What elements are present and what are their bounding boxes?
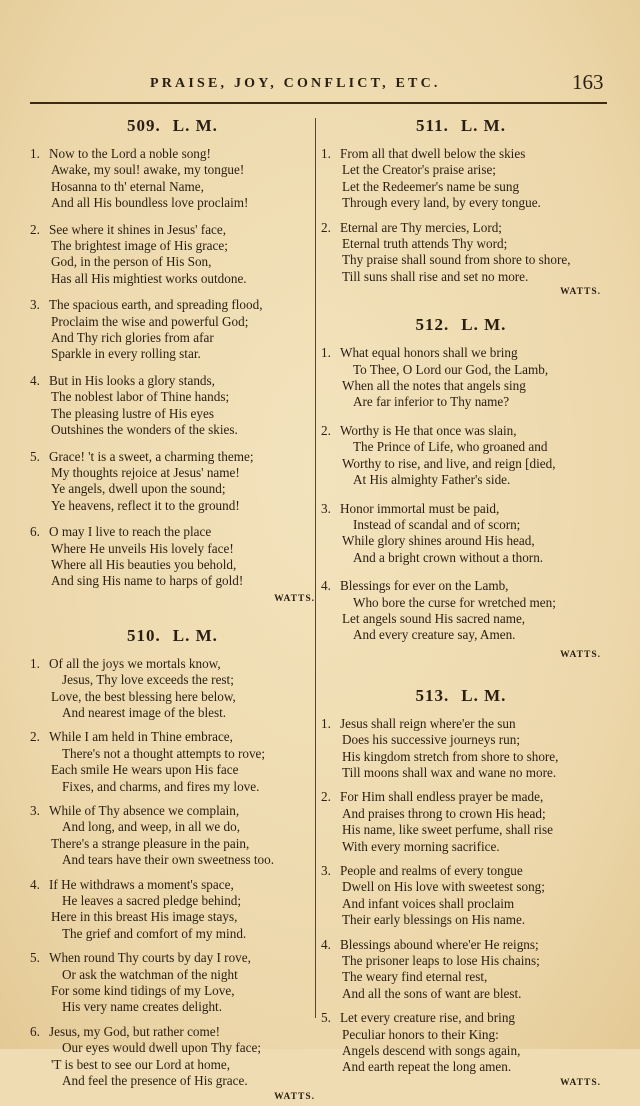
stanza bbox=[30, 803, 315, 869]
stanza bbox=[321, 937, 601, 1003]
verse-text: Outshines the wonders of the skies. bbox=[51, 422, 238, 438]
verse-text: For Him shall endless prayer be made, bbox=[340, 789, 544, 805]
verse-line bbox=[30, 656, 315, 672]
verse-text: Where He unveils His lovely face! bbox=[51, 540, 234, 556]
verse-line bbox=[30, 1024, 315, 1040]
verse-text: And all His boundless love proclaim! bbox=[51, 195, 249, 211]
hymn-number: 513. bbox=[415, 685, 450, 705]
verse-line bbox=[321, 550, 601, 566]
verse-line bbox=[321, 969, 601, 985]
header-rule bbox=[30, 102, 607, 104]
verse-line bbox=[30, 373, 315, 389]
author-attribution: WATTS. bbox=[560, 287, 601, 298]
verse-line bbox=[321, 423, 601, 439]
verse-text: Thy praise shall sound from shore to shore, bbox=[342, 252, 571, 268]
stanza-number: 3. bbox=[321, 500, 331, 516]
stanza-number: 3. bbox=[30, 803, 40, 818]
stanza bbox=[321, 789, 601, 855]
verse-text: Ye angels, dwell upon the sound; bbox=[51, 481, 226, 497]
hymn-title bbox=[321, 315, 601, 337]
verse-line bbox=[321, 220, 601, 236]
stanza bbox=[30, 373, 315, 439]
verse-line bbox=[30, 852, 315, 868]
verse-line bbox=[30, 729, 315, 745]
verse-line bbox=[321, 456, 601, 472]
verse-text: Eternal truth attends Thy word; bbox=[342, 236, 508, 252]
stanza bbox=[30, 222, 315, 288]
verse-line bbox=[321, 765, 601, 781]
verse-line bbox=[30, 222, 315, 238]
stanza-number: 5. bbox=[321, 1010, 331, 1026]
verse-line bbox=[30, 950, 315, 966]
verse-line bbox=[321, 1059, 601, 1075]
verse-text: Where all His beauties you behold, bbox=[51, 556, 237, 572]
verse-line bbox=[30, 254, 315, 270]
verse-line bbox=[321, 627, 601, 643]
verse-text: Till suns shall rise and set no more. bbox=[342, 268, 529, 284]
verse-text: When all the notes that angels sing bbox=[342, 378, 526, 394]
hymn-title bbox=[321, 116, 601, 138]
verse-line bbox=[30, 179, 315, 195]
verse-text: And earth repeat the long amen. bbox=[342, 1059, 512, 1075]
verse-text: Has all His mightiest works outdone. bbox=[51, 270, 247, 286]
verse-line bbox=[30, 557, 315, 573]
verse-line bbox=[321, 236, 601, 252]
stanza-number: 4. bbox=[321, 936, 331, 952]
verse-line bbox=[321, 839, 601, 855]
verse-text: With every morning sacrifice. bbox=[342, 838, 500, 854]
stanza bbox=[30, 297, 315, 363]
stanza-number: 2. bbox=[30, 221, 40, 237]
stanza bbox=[321, 863, 601, 929]
page-number: 163 bbox=[572, 70, 604, 94]
verse-line bbox=[30, 271, 315, 287]
stanza bbox=[321, 501, 601, 567]
verse-line bbox=[321, 1027, 601, 1043]
verse-line bbox=[321, 749, 601, 765]
verse-line bbox=[321, 439, 601, 455]
verse-line bbox=[321, 1010, 601, 1026]
verse-line bbox=[321, 896, 601, 912]
verse-text: Worthy to rise, and live, and reign [died, bbox=[342, 455, 556, 471]
stanza-number: 2. bbox=[321, 219, 331, 235]
verse-line bbox=[30, 465, 315, 481]
verse-text: Jesus shall reign where'er the sun bbox=[340, 715, 516, 731]
verse-line bbox=[321, 806, 601, 822]
stanza-number: 6. bbox=[30, 524, 40, 540]
verse-text: And nearest image of the blest. bbox=[62, 704, 227, 720]
verse-text: And all the sons of want are blest. bbox=[342, 985, 522, 1001]
stanza bbox=[30, 950, 315, 1016]
verse-text: Each smile He wears upon His face bbox=[51, 762, 239, 778]
verse-text: From all that dwell below the skies bbox=[340, 146, 526, 161]
right-column bbox=[321, 112, 601, 1092]
verse-line bbox=[321, 269, 601, 285]
verse-text: There's a strange pleasure in the pain, bbox=[51, 835, 250, 851]
verse-text: Eternal are Thy mercies, Lord; bbox=[340, 219, 502, 235]
verse-text: Let angels sound His sacred name, bbox=[342, 610, 526, 626]
verse-text: O may I live to reach the place bbox=[49, 524, 212, 540]
verse-text: Angels descend with songs again, bbox=[342, 1043, 521, 1059]
verse-text: 'T is best to see our Lord at home, bbox=[51, 1056, 231, 1072]
verse-text: Of all the joys we mortals know, bbox=[49, 655, 221, 671]
hymn-number: 509. bbox=[127, 116, 161, 135]
hymn-meter: L. M. bbox=[461, 685, 507, 705]
verse-line bbox=[30, 762, 315, 778]
author-attribution: WATTS. bbox=[274, 593, 315, 604]
verse-text: He leaves a sacred pledge behind; bbox=[62, 893, 242, 909]
stanza-number: 5. bbox=[30, 950, 40, 966]
verse-line bbox=[321, 195, 601, 211]
verse-text: And infant voices shall proclaim bbox=[342, 895, 515, 911]
stanza-number: 2. bbox=[30, 729, 40, 745]
verse-line bbox=[321, 362, 601, 378]
verse-text: Peculiar honors to their King: bbox=[342, 1026, 499, 1042]
verse-text: See where it shines in Jesus' face, bbox=[49, 221, 227, 237]
verse-line bbox=[321, 252, 601, 268]
verse-text: And tears have their own sweetness too. bbox=[62, 852, 275, 868]
verse-text: Fixes, and charms, and fires my love. bbox=[62, 778, 260, 794]
verse-line bbox=[30, 297, 315, 313]
verse-line bbox=[30, 893, 315, 909]
verse-text: Here in this breast His image stays, bbox=[51, 909, 238, 925]
stanza-number: 3. bbox=[321, 863, 331, 878]
verse-line bbox=[321, 879, 601, 895]
hymn-512 bbox=[321, 315, 601, 660]
verse-text: And long, and weep, in all we do, bbox=[62, 819, 240, 835]
verse-text: Jesus, my God, but rather come! bbox=[49, 1023, 221, 1039]
verse-text: My thoughts rejoice at Jesus' name! bbox=[51, 464, 240, 480]
verse-line bbox=[30, 926, 315, 942]
verse-line bbox=[30, 330, 315, 346]
verse-line bbox=[321, 611, 601, 627]
verse-line bbox=[321, 822, 601, 838]
verse-line bbox=[321, 162, 601, 178]
stanza-number: 1. bbox=[30, 655, 40, 671]
verse-text: The weary find eternal rest, bbox=[342, 969, 488, 985]
stanza bbox=[321, 716, 601, 782]
verse-line bbox=[30, 1040, 315, 1056]
verse-line bbox=[321, 863, 601, 879]
verse-text: Dwell on His love with sweetest song; bbox=[342, 879, 545, 895]
hymn-number: 512. bbox=[415, 315, 450, 335]
stanza-number: 1. bbox=[321, 715, 331, 731]
hymn-meter: L. M. bbox=[172, 625, 218, 645]
verse-line bbox=[321, 146, 601, 162]
stanza bbox=[30, 729, 315, 795]
verse-line bbox=[30, 162, 315, 178]
hymn-511 bbox=[321, 116, 601, 297]
author-attribution: WATTS. bbox=[560, 1077, 601, 1088]
verse-text: Blessings for ever on the Lamb, bbox=[340, 578, 509, 594]
stanza bbox=[30, 146, 315, 212]
verse-line bbox=[30, 238, 315, 254]
verse-line bbox=[30, 877, 315, 893]
verse-line bbox=[30, 195, 315, 211]
verse-line bbox=[30, 481, 315, 497]
verse-line bbox=[30, 1057, 315, 1073]
verse-line bbox=[30, 909, 315, 925]
verse-text: Let the Redeemer's name be sung bbox=[342, 178, 520, 194]
verse-line bbox=[321, 732, 601, 748]
verse-text: Does his successive journeys run; bbox=[342, 732, 520, 748]
verse-line bbox=[321, 578, 601, 594]
verse-text: The grief and comfort of my mind. bbox=[62, 925, 247, 941]
verse-line bbox=[30, 146, 315, 162]
verse-text: When round Thy courts by day I rove, bbox=[49, 950, 251, 966]
verse-text: Till moons shall wax and wane no more. bbox=[342, 764, 557, 780]
verse-line bbox=[30, 541, 315, 557]
verse-line bbox=[30, 1073, 315, 1089]
verse-text: The prisoner leaps to lose His chains; bbox=[342, 953, 540, 969]
verse-text: And sing His name to harps of gold! bbox=[51, 573, 244, 589]
stanza bbox=[321, 1010, 601, 1076]
verse-text: Instead of scandal and of scorn; bbox=[353, 516, 521, 532]
verse-text: Our eyes would dwell upon Thy face; bbox=[62, 1040, 261, 1056]
verse-line bbox=[30, 672, 315, 688]
verse-line bbox=[321, 345, 601, 361]
hymn-513 bbox=[321, 686, 601, 1088]
verse-line bbox=[321, 912, 601, 928]
verse-text: Grace! 't is a sweet, a charming theme; bbox=[49, 448, 254, 464]
stanza-number: 2. bbox=[321, 789, 331, 805]
stanza bbox=[321, 220, 601, 286]
verse-text: Ye heavens, reflect it to the ground! bbox=[51, 497, 240, 513]
stanza-number: 1. bbox=[321, 146, 331, 161]
verse-text: Proclaim the wise and powerful God; bbox=[51, 313, 249, 329]
verse-text: If He withdraws a moment's space, bbox=[49, 876, 234, 892]
verse-text: Love, the best blessing here below, bbox=[51, 688, 236, 704]
stanza-number: 1. bbox=[30, 146, 40, 161]
hymn-title bbox=[321, 686, 601, 708]
stanza-number: 2. bbox=[321, 422, 331, 438]
verse-text: The spacious earth, and spreading flood, bbox=[49, 297, 263, 313]
verse-text: Jesus, Thy love exceeds the rest; bbox=[62, 672, 234, 688]
verse-line bbox=[321, 517, 601, 533]
verse-line bbox=[30, 689, 315, 705]
verse-text: Now to the Lord a noble song! bbox=[49, 146, 211, 161]
verse-text: Who bore the curse for wretched men; bbox=[353, 594, 556, 610]
verse-line bbox=[30, 983, 315, 999]
verse-text: Worthy is He that once was slain, bbox=[340, 422, 517, 438]
verse-text: Their early blessings on His name. bbox=[342, 912, 526, 928]
hymn-509 bbox=[30, 116, 315, 604]
verse-line bbox=[321, 501, 601, 517]
hymn-title bbox=[30, 626, 315, 648]
verse-line bbox=[30, 346, 315, 362]
verse-line bbox=[321, 953, 601, 969]
verse-line bbox=[30, 389, 315, 405]
column-divider bbox=[315, 118, 316, 1018]
verse-text: And praises throng to crown His head; bbox=[342, 805, 546, 821]
author-attribution: WATTS. bbox=[274, 1091, 315, 1102]
verse-line bbox=[321, 472, 601, 488]
verse-line bbox=[321, 937, 601, 953]
stanza-number: 1. bbox=[321, 345, 331, 361]
verse-text: And every creature say, Amen. bbox=[353, 627, 516, 643]
verse-text: And Thy rich glories from afar bbox=[51, 330, 214, 346]
verse-text: There's not a thought attempts to rove; bbox=[62, 745, 266, 761]
hymn-number: 510. bbox=[127, 625, 161, 645]
stanza bbox=[30, 449, 315, 515]
stanza bbox=[30, 656, 315, 722]
verse-text: The pleasing lustre of His eyes bbox=[51, 405, 214, 421]
verse-text: Honor immortal must be paid, bbox=[340, 500, 500, 516]
stanza-number: 3. bbox=[30, 297, 40, 313]
verse-line bbox=[30, 314, 315, 330]
stanza-number: 4. bbox=[321, 578, 331, 594]
left-column bbox=[30, 112, 315, 1106]
verse-text: Blessings abound where'er He reigns; bbox=[340, 936, 539, 952]
verse-line bbox=[30, 422, 315, 438]
hymn-meter: L. M. bbox=[172, 116, 218, 135]
verse-line bbox=[321, 378, 601, 394]
author-attribution: WATTS. bbox=[560, 649, 601, 660]
verse-text: Hosanna to th' eternal Name, bbox=[51, 178, 204, 194]
verse-line bbox=[321, 394, 601, 410]
stanza-number: 6. bbox=[30, 1023, 40, 1039]
verse-text: Let every creature rise, and bring bbox=[340, 1010, 516, 1026]
verse-text: While I am held in Thine embrace, bbox=[49, 729, 233, 745]
verse-text: The Prince of Life, who groaned and bbox=[353, 439, 548, 455]
stanza bbox=[30, 1024, 315, 1090]
verse-line bbox=[321, 595, 601, 611]
verse-text: Let the Creator's praise arise; bbox=[342, 162, 496, 178]
stanza bbox=[30, 524, 315, 590]
stanza bbox=[321, 345, 601, 411]
verse-text: While glory shines around His head, bbox=[342, 533, 535, 549]
verse-line bbox=[30, 498, 315, 514]
verse-line bbox=[30, 449, 315, 465]
verse-text: His kingdom stretch from shore to shore, bbox=[342, 748, 559, 764]
verse-text: His name, like sweet perfume, shall rise bbox=[342, 822, 553, 838]
hymn-meter: L. M. bbox=[461, 315, 507, 335]
verse-text: Awake, my soul! awake, my tongue! bbox=[51, 162, 245, 178]
verse-line bbox=[30, 779, 315, 795]
verse-line bbox=[321, 533, 601, 549]
verse-line bbox=[30, 967, 315, 983]
hymn-meter: L. M. bbox=[460, 116, 506, 135]
verse-line bbox=[30, 999, 315, 1015]
stanza bbox=[30, 877, 315, 943]
verse-text: Are far inferior to Thy name? bbox=[353, 394, 510, 410]
verse-line bbox=[321, 179, 601, 195]
stanza-number: 4. bbox=[30, 876, 40, 892]
hymn-title bbox=[30, 116, 315, 138]
verse-line bbox=[321, 1043, 601, 1059]
verse-line bbox=[30, 803, 315, 819]
verse-text: The noblest labor of Thine hands; bbox=[51, 389, 230, 405]
stanza-number: 5. bbox=[30, 448, 40, 464]
verse-line bbox=[30, 819, 315, 835]
verse-text: God, in the person of His Son, bbox=[51, 254, 212, 270]
verse-line bbox=[30, 746, 315, 762]
stanza bbox=[321, 578, 601, 644]
verse-line bbox=[321, 986, 601, 1002]
hymn-number: 511. bbox=[416, 116, 449, 135]
verse-text: To Thee, O Lord our God, the Lamb, bbox=[353, 361, 549, 377]
verse-line bbox=[30, 406, 315, 422]
verse-text: And feel the presence of His grace. bbox=[62, 1073, 248, 1089]
verse-text: Through every land, by every tongue. bbox=[342, 195, 541, 211]
running-head: PRAISE, JOY, CONFLICT, ETC. bbox=[150, 76, 441, 91]
stanza-number: 4. bbox=[30, 372, 40, 388]
verse-text: His very name creates delight. bbox=[62, 999, 223, 1015]
verse-line bbox=[30, 836, 315, 852]
verse-text: The brightest image of His grace; bbox=[51, 238, 228, 254]
hymn-510 bbox=[30, 626, 315, 1102]
verse-text: At His almighty Father's side. bbox=[353, 472, 511, 488]
verse-text: For some kind tidings of my Love, bbox=[51, 983, 235, 999]
verse-text: People and realms of every tongue bbox=[340, 863, 523, 878]
verse-line bbox=[30, 524, 315, 540]
stanza bbox=[321, 146, 601, 212]
verse-text: While of Thy absence we complain, bbox=[49, 803, 240, 818]
verse-line bbox=[30, 705, 315, 721]
verse-line bbox=[321, 716, 601, 732]
stanza bbox=[321, 423, 601, 489]
verse-text: But in His looks a glory stands, bbox=[49, 372, 215, 388]
verse-text: Sparkle in every rolling star. bbox=[51, 346, 201, 362]
verse-text: What equal honors shall we bring bbox=[340, 345, 518, 361]
verse-line bbox=[321, 789, 601, 805]
verse-line bbox=[30, 573, 315, 589]
verse-text: And a bright crown without a thorn. bbox=[353, 549, 544, 565]
verse-text: Or ask the watchman of the night bbox=[62, 966, 238, 982]
